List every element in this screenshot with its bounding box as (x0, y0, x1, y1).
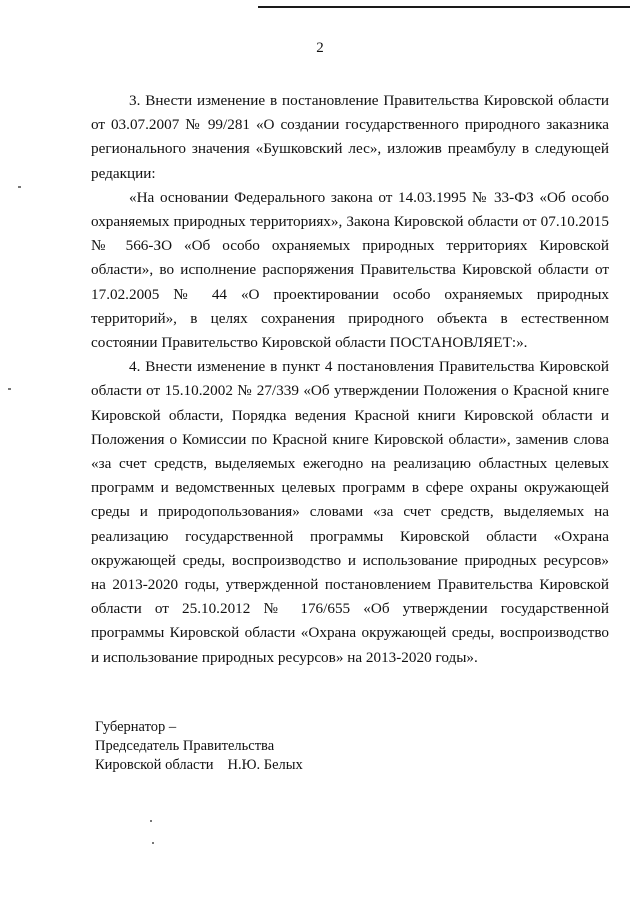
scan-mark (150, 820, 152, 822)
signature-region: Кировской области (95, 757, 214, 773)
document-body (91, 89, 609, 670)
signatory-name: Н.Ю. Белых (227, 757, 303, 773)
signature-title-line2: Председатель Правительства (95, 738, 275, 754)
paragraph-preamble: «На основании Федерального закона от 14.03.1995 № 33-ФЗ «Об особо охраняемых природных территориях», Закона Кировской области от 07.10.2015 № 566-ЗО «Об особо охраняемых природных территориях Кировской области», во исполнение распоряжения Правительства Кировской области от 17.02.2005 № 44 «О проектировании особо охраняемых природных территорий», в целях сохранения природного объекта в естественном состоянии Правительство Кировской области ПОСТАНОВЛЯЕТ:». (91, 188, 609, 352)
paragraph-3: 3. Внести изменение в постановление Правительства Кировской области от 03.07.2007 № 99/281 «О создании государственного природного заказника регионального значения «Бушковский лес», изложив преамбулу в следующей редакции: (91, 92, 609, 182)
scan-mark (152, 842, 154, 844)
scan-mark (18, 186, 21, 188)
top-rule (258, 6, 630, 8)
signature-title-line3 (95, 756, 303, 775)
page-number: 2 (316, 40, 324, 56)
signature-title-line1: Губернатор – (95, 719, 177, 735)
scan-mark (8, 388, 11, 390)
paragraph-4: 4. Внести изменение в пункт 4 постановления Правительства Кировской области от 15.10.2002 № 27/339 «Об утверждении Положения о Красной книге Кировской области, Порядка ведения Красной книги Кировской области и Положения о Комиссии по Красной книге Кировской области», заменив слова «за счет средств, выделяемых ежегодно на реализацию областных целевых программ и ведомственных целевых программ в сфере охраны окружающей среды и природопользования» словами «за счет средств, выделяемых на реализацию государственной программы Кировской области «Охрана окружающей среды, воспроизводство и использование природных ресурсов» на 2013-2020 годы, утвержденной постановлением Правительства Кировской области от 25.10.2012 № 176/655 «Об утверждении государственной программы Кировской области «Охрана окружающей среды, воспроизводство и использование природных ресурсов» на 2013-2020 годы». (91, 358, 609, 666)
signature-block (95, 718, 303, 775)
